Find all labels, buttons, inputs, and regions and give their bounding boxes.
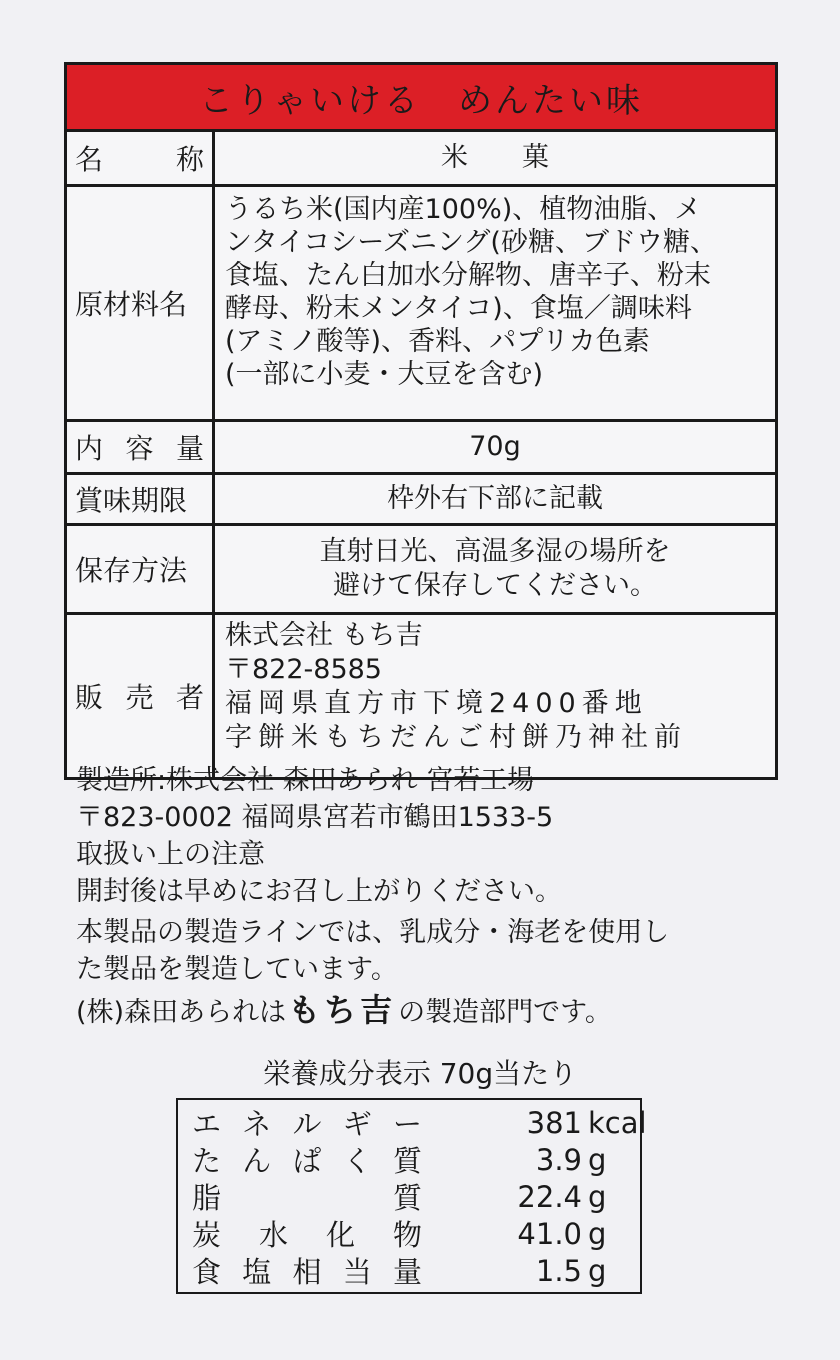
product-title: こりゃいける めんたい味 (67, 65, 775, 132)
quantity-label: 内 容 量 (67, 422, 215, 472)
expiry-label: 賞味期限 (67, 475, 215, 523)
product-name-label: 名 称 (67, 132, 215, 184)
nutrient-value: 3.9 (535, 1142, 582, 1177)
quantity-value: 70g (469, 431, 521, 462)
division-suffix: の製造部門です。 (398, 997, 612, 1028)
expiry-value: 枠外右下部に記載 (387, 483, 603, 514)
allergen-notice-line: 本製品の製造ラインでは、乳成分・海老を使用し (76, 917, 670, 948)
ingredients-line: 酵母、粉末メンタイコ)、食塩／調味料 (225, 293, 692, 324)
caution-heading: 取扱い上の注意 (76, 839, 265, 870)
seller-postal-code: 〒822-8585 (225, 654, 382, 685)
nutrition-row-protein (192, 1141, 640, 1178)
nutrient-unit: kcal (588, 1105, 647, 1140)
row-storage (67, 526, 775, 615)
seller-info (215, 615, 775, 777)
nutrient-unit: g (588, 1253, 607, 1288)
division-prefix: (株)森田あられは (76, 997, 287, 1028)
ingredients-text (215, 187, 775, 419)
nutrition-row-energy (192, 1104, 647, 1141)
nutrient-name: 食 塩 相 当 量 (192, 1255, 422, 1289)
manufacturer-name: 製造所:株式会社 森田あられ 宮若工場 (76, 765, 535, 796)
row-expiry (67, 475, 775, 526)
nutrient-name: 炭 水 化 物 (192, 1218, 422, 1252)
nutrition-title: 栄養成分表示 70g当たり (262, 1057, 578, 1090)
allergen-notice-line: た製品を製造しています。 (76, 954, 398, 985)
row-quantity (67, 422, 775, 475)
nutrient-value: 381 (526, 1105, 582, 1140)
nutrition-table (176, 1098, 647, 1294)
ingredients-line: うるち米(国内産100%)、植物油脂、メ (225, 194, 702, 225)
nutrient-unit: g (588, 1179, 607, 1214)
nutrition-row-fat (192, 1178, 640, 1215)
division-notice (76, 992, 776, 1031)
row-ingredients (67, 187, 775, 422)
nutrient-value: 1.5 (535, 1253, 582, 1288)
nutrient-unit: g (588, 1216, 607, 1251)
seller-label: 販 売 者 (67, 615, 215, 777)
ingredients-line: ンタイコシーズニング(砂糖、ブドウ糖、 (225, 227, 717, 258)
storage-line: 直射日光、高温多湿の場所を (319, 536, 671, 567)
manufacturer-address: 〒823-0002 福岡県宮若市鶴田1533-5 (76, 802, 554, 833)
storage-line: 避けて保存してください。 (333, 570, 657, 601)
nutrient-name: 脂 質 (192, 1181, 422, 1215)
ingredients-line: (アミノ酸等)、香料、パプリカ色素 (225, 326, 650, 357)
nutrient-name: た ん ぱ く 質 (192, 1144, 422, 1178)
seller-company: 株式会社 もち吉 (225, 620, 423, 651)
ingredients-line: 食塩、たん白加水分解物、唐辛子、粉末 (225, 260, 711, 291)
seller-address-line: 福岡県直方市下境2400番地 (225, 688, 648, 719)
nutrition-row-salt (192, 1252, 640, 1289)
product-label-table (64, 62, 778, 780)
nutrient-name: エ ネ ル ギ ー (192, 1107, 422, 1141)
row-product-name (67, 132, 775, 187)
caution-text: 開封後は早めにお召し上がりください。 (76, 876, 562, 907)
storage-text (215, 526, 775, 612)
manufacturer-notes (76, 762, 776, 1031)
storage-label: 保存方法 (67, 526, 215, 612)
seller-address-line: 字餅米もちだんご村餅乃神社前 (225, 722, 687, 753)
row-seller (67, 615, 775, 777)
ingredients-label: 原材料名 (67, 187, 215, 419)
nutrient-value: 41.0 (517, 1216, 582, 1251)
nutrition-row-carbohydrate (192, 1215, 640, 1252)
product-name-value: 米 菓 (441, 142, 549, 173)
nutrient-unit: g (588, 1142, 607, 1177)
nutrient-value: 22.4 (517, 1179, 582, 1214)
ingredients-line: (一部に小麦・大豆を含む) (225, 359, 544, 390)
brand-logo: もち吉 (288, 991, 397, 1029)
